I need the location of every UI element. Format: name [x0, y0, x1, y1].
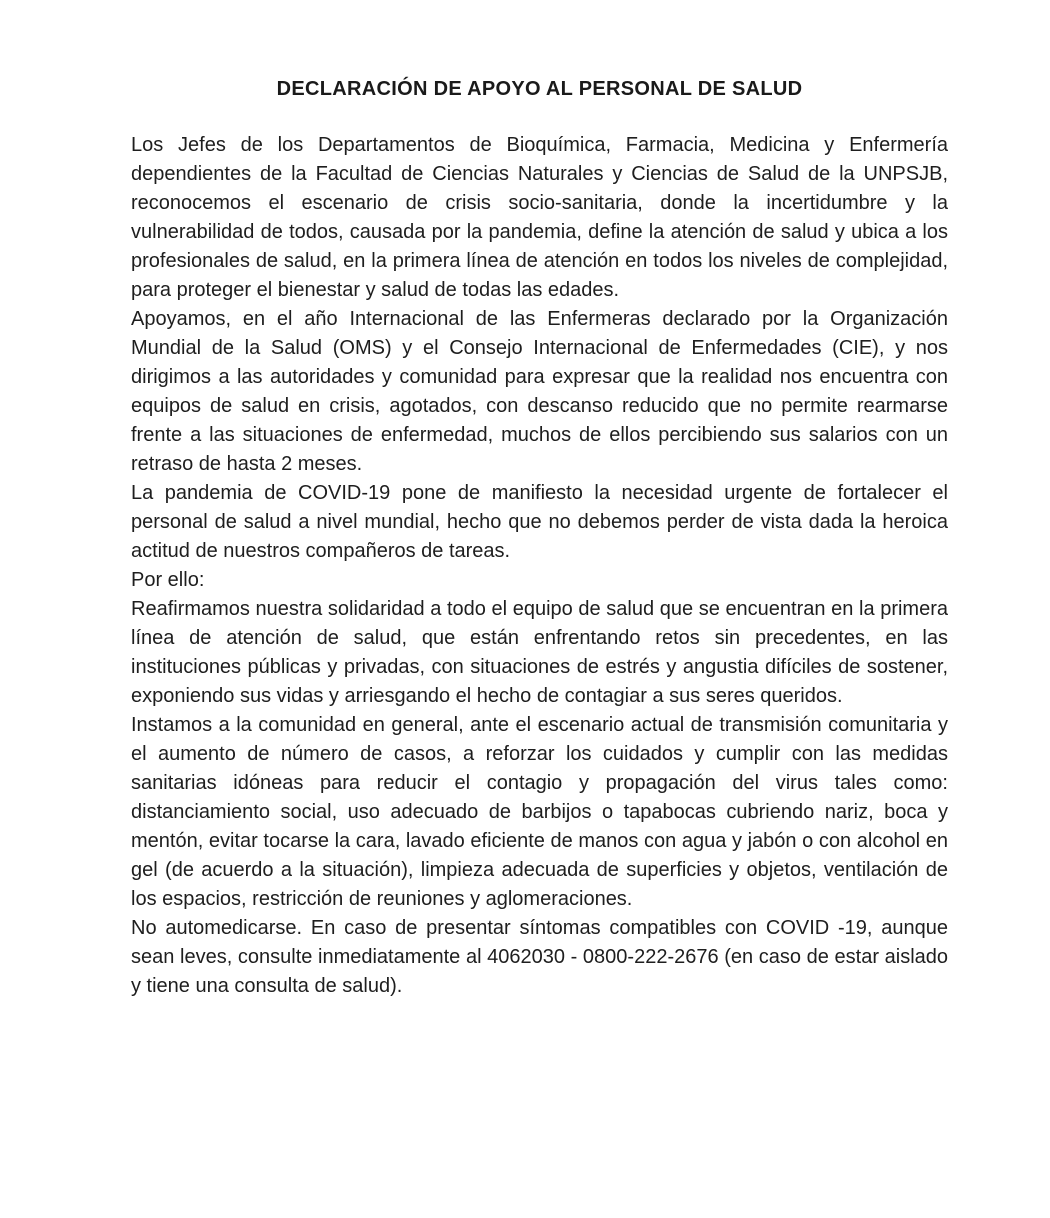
paragraph-por-ello: Por ello: — [131, 569, 205, 591]
document-body — [131, 131, 948, 1001]
paragraph-support-nurses-year: Apoyamos, en el año Internacional de las Enfermeras declarado por la Organización Mundial de la Salud (OMS) y el Consejo Internacional de Enfermedades (CIE), y nos dirigimos a las autoridades y comunidad para expresar que la realidad nos encuentra con equipos de salud en crisis, agotados, con descanso reducido que no permite rearmarse frente a las situaciones de enfermedad, muchos de ellos percibiendo sus salarios con un retraso de hasta 2 meses. — [131, 308, 948, 475]
paragraph-intro-department-heads: Los Jefes de los Departamentos de Bioquímica, Farmacia, Medicina y Enfermería dependientes de la Facultad de Ciencias Naturales y Ciencias de Salud de la UNPSJB, reconocemos el escenario de crisis socio-sanitaria, donde la incertidumbre y la vulnerabilidad de todos, causada por la pandemia, define la atención de salud y ubica a los profesionales de salud, en la primera línea de atención en todos los niveles de complejidad, para proteger el bienestar y salud de todas las edades. — [131, 134, 948, 301]
paragraph-solidarity-reaffirmation: Reafirmamos nuestra solidaridad a todo el equipo de salud que se encuentran en la primera línea de atención de salud, que están enfrentando retos sin precedentes, en las instituciones públicas y privadas, con situaciones de estrés y angustia difíciles de sostener, exponiendo sus vidas y arriesgando el hecho de contagiar a sus seres queridos. — [131, 598, 948, 707]
paragraph-no-self-medication: No automedicarse. En caso de presentar síntomas compatibles con COVID -19, aunque sean leves, consulte inmediatamente al 4062030 - 0800-222-2676 (en caso de estar aislado y tiene una consulta de salud). — [131, 917, 948, 997]
paragraph-pandemic-strengthen-personnel: La pandemia de COVID-19 pone de manifiesto la necesidad urgente de fortalecer el personal de salud a nivel mundial, hecho que no debemos perder de vista dada la heroica actitud de nuestros compañeros de tareas. — [131, 482, 948, 562]
document-title: DECLARACIÓN DE APOYO AL PERSONAL DE SALUD — [276, 78, 803, 100]
paragraph-community-measures: Instamos a la comunidad en general, ante el escenario actual de transmisión comunitaria y el aumento de número de casos, a reforzar los cuidados y cumplir con las medidas sanitarias idóneas para reducir el contagio y propagación del virus tales como: distanciamiento social, uso adecuado de barbijos o tapabocas cubriendo nariz, boca y mentón, evitar tocarse la cara, lavado eficiente de manos con agua y jabón o con alcohol en gel (de acuerdo a la situación), limpieza adecuada de superficies y objetos, ventilación de los espacios, restricción de reuniones y aglomeraciones. — [131, 714, 948, 910]
